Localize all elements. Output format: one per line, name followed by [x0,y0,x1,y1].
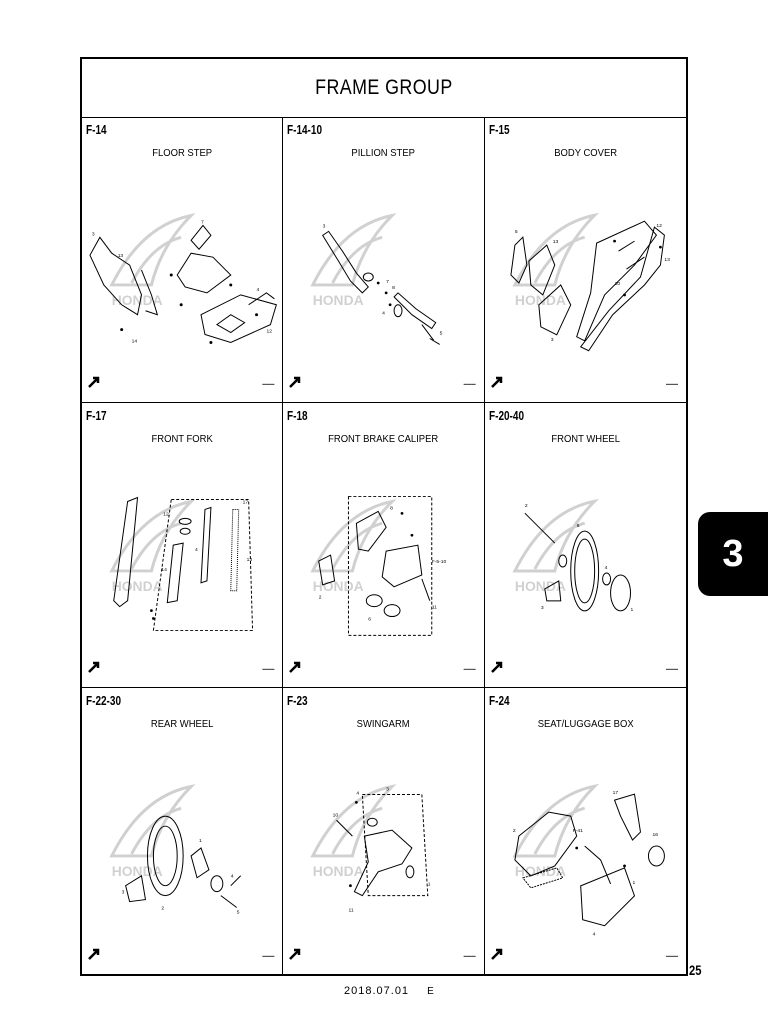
svg-text:2: 2 [512,828,516,835]
page-title: FRAME GROUP [315,76,453,99]
svg-text:1: 1 [632,880,635,887]
svg-text:10: 10 [614,280,620,287]
illustration-ref: ▬▬▬ [665,380,678,386]
svg-text:13: 13 [246,557,253,563]
front-brake-caliper-diagram [283,451,483,676]
section-code: F-23 [287,694,308,709]
section-name: REAR WHEEL [150,718,214,731]
catalog-frame [80,57,688,976]
svg-text:HONDA: HONDA [111,291,163,308]
svg-text:10: 10 [332,813,339,819]
svg-text:4: 4 [230,875,234,881]
illustration-ref: ▬▬▬ [463,952,476,958]
forward-arrow-icon [289,376,301,388]
section-name: SEAT/LUGGAGE BOX [537,718,634,731]
section-code: F-14 [86,123,107,137]
svg-text:7: 7 [386,279,390,285]
section-code: F-17 [86,408,107,423]
svg-text:3: 3 [121,890,125,896]
forward-arrow-icon [491,661,503,673]
forward-arrow-icon [289,948,301,960]
section-front-wheel[interactable] [485,403,686,689]
svg-text:HONDA: HONDA [514,291,566,308]
svg-text:2: 2 [524,502,528,509]
svg-text:4: 4 [195,547,198,553]
svg-text:5: 5 [236,910,240,916]
forward-arrow-icon [491,948,503,960]
svg-text:11: 11 [348,908,354,914]
section-name: FRONT WHEEL [551,432,620,445]
rear-wheel-diagram [82,736,282,961]
svg-text:17: 17 [242,500,249,506]
section-body-cover[interactable] [485,117,686,403]
svg-text:4: 4 [356,791,360,797]
svg-text:4: 4 [604,564,608,571]
body-cover-diagram [485,165,686,390]
svg-text:1: 1 [199,839,202,845]
svg-text:13: 13 [552,239,558,246]
svg-text:HONDA: HONDA [313,291,364,308]
forward-arrow-icon [88,376,100,388]
pillion-step-diagram [283,165,483,390]
illustration-ref: ▬▬▬ [262,666,275,672]
svg-text:14: 14 [131,339,138,345]
section-code: F-24 [488,694,510,709]
svg-text:3: 3 [540,604,544,611]
svg-text:6: 6 [368,617,372,623]
svg-text:16: 16 [652,832,658,839]
illustration-ref: ▬▬▬ [665,666,678,672]
section-code: F-14-10 [287,123,323,137]
section-floor-step[interactable] [82,117,283,403]
svg-text:2: 2 [319,595,322,601]
chapter-tab-number: 3 [722,532,744,575]
footer [344,985,435,997]
section-front-fork[interactable] [82,403,283,689]
illustration-ref: ▬▬▬ [262,952,275,958]
page-title-bar [82,59,686,118]
forward-arrow-icon [289,661,301,673]
svg-text:12: 12 [266,329,272,335]
section-name: FLOOR STEP [152,147,213,159]
svg-text:14: 14 [161,567,167,573]
svg-text:8: 8 [390,506,394,512]
illustration-ref: ▬▬▬ [463,380,476,386]
section-pillion-step[interactable] [283,117,484,403]
section-code: F-15 [488,123,510,137]
svg-text:7: 7 [201,220,204,226]
section-swingarm[interactable] [283,688,484,974]
section-seat-luggage-box[interactable] [485,688,686,974]
illustration-ref: ▬▬▬ [463,666,476,672]
section-code: F-18 [287,408,308,423]
footer-date: 2018.07.01 [344,985,410,997]
svg-text:3: 3 [91,232,95,238]
illustration-ref: ▬▬▬ [665,952,678,958]
svg-text:HONDA: HONDA [313,863,364,880]
svg-text:17: 17 [612,790,618,797]
svg-text:6: 6 [576,522,580,529]
svg-text:2: 2 [161,906,165,912]
svg-text:12: 12 [163,512,169,518]
svg-text:4: 4 [256,287,260,293]
svg-text:8: 8 [392,285,396,291]
chapter-tab[interactable] [698,512,768,596]
svg-text:11: 11 [432,605,438,611]
svg-text:4: 4 [592,932,596,939]
section-name: FRONT BRAKE CALIPER [328,432,439,445]
svg-text:3: 3 [386,787,390,793]
svg-text:3: 3 [550,336,554,343]
illustration-ref: ▬▬▬ [262,380,275,386]
section-name: SWINGARM [356,718,411,731]
svg-text:F-5-10: F-5-10 [432,559,447,565]
section-grid [82,117,686,974]
svg-text:HONDA: HONDA [514,863,566,880]
section-code: F-20-40 [488,408,524,423]
svg-text:HONDA: HONDA [313,577,364,594]
front-fork-diagram [82,451,282,676]
section-name: FRONT FORK [151,432,213,445]
section-name: BODY COVER [553,147,617,159]
svg-text:4: 4 [382,311,386,317]
section-code: F-22-30 [86,694,122,709]
seat-luggage-box-diagram [485,736,686,961]
section-name: PILLION STEP [351,147,416,159]
svg-text:HONDA: HONDA [514,577,566,594]
svg-text:F-41: F-41 [572,828,583,835]
footer-edition: E [427,986,435,997]
svg-text:3: 3 [322,224,326,230]
section-rear-wheel[interactable] [82,688,283,974]
svg-text:13: 13 [117,254,124,260]
honda-watermark [112,787,191,879]
forward-arrow-icon [88,661,100,673]
swingarm-diagram [283,736,483,961]
page-number: 25 [689,962,702,978]
svg-text:13: 13 [664,257,670,264]
front-wheel-diagram [485,451,686,676]
floor-step-diagram [82,165,282,390]
svg-text:HONDA: HONDA [111,577,163,594]
section-front-brake-caliper[interactable] [283,403,484,689]
forward-arrow-icon [491,376,503,388]
svg-text:1: 1 [630,606,633,613]
svg-text:12: 12 [656,223,662,230]
svg-text:5: 5 [514,229,518,236]
svg-text:1: 1 [428,883,431,889]
forward-arrow-icon [88,948,100,960]
svg-text:HONDA: HONDA [111,863,163,880]
svg-text:5: 5 [440,331,443,337]
